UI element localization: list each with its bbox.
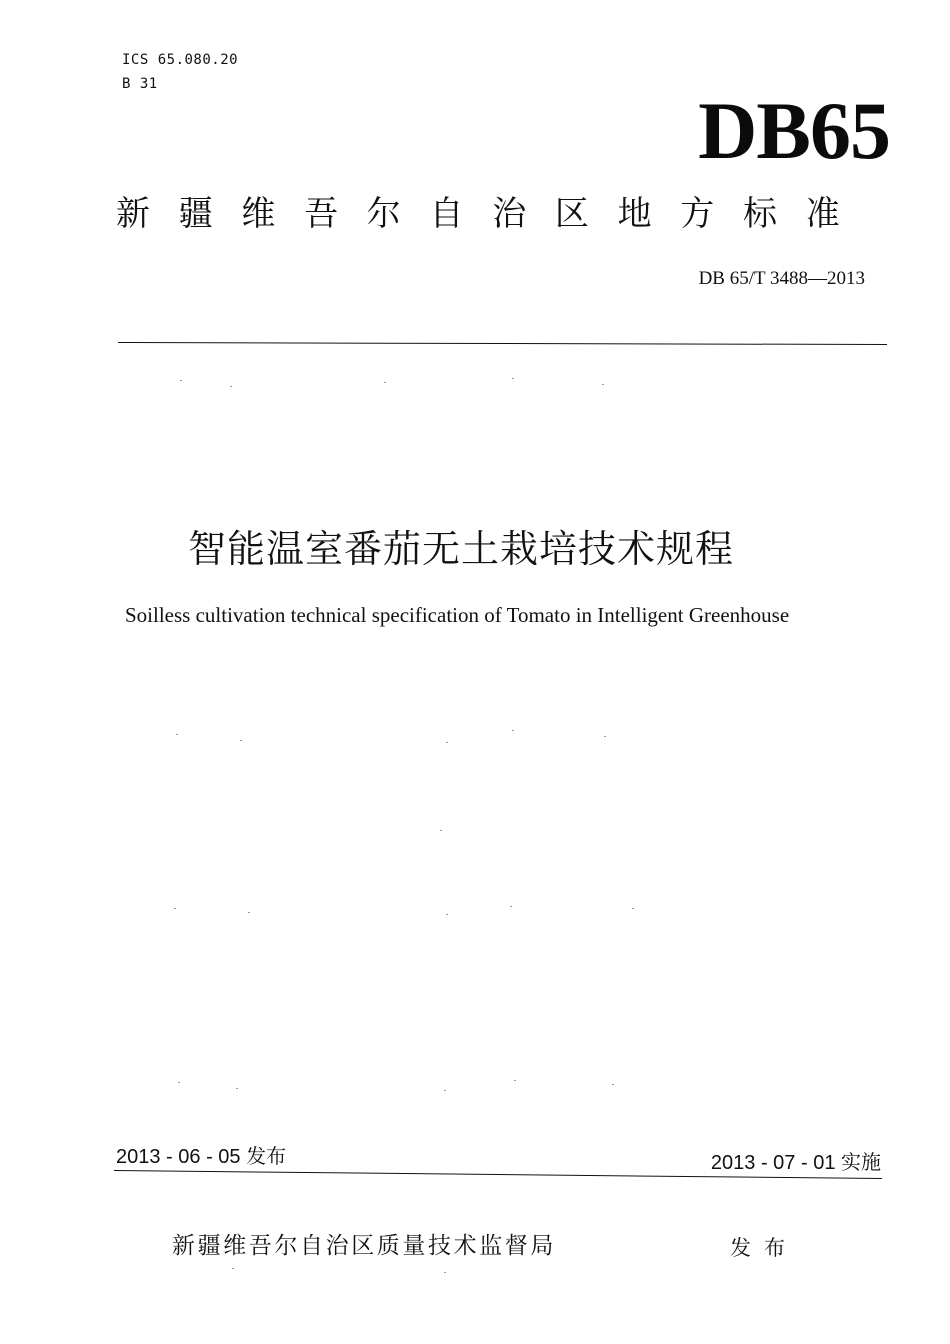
document-title-chinese: 智能温室番茄无土栽培技术规程	[188, 527, 735, 571]
standard-type-heading: 新疆维吾尔自治区地方标准	[116, 194, 869, 234]
publish-label: 发布	[730, 1236, 798, 1260]
publisher-name: 新疆维吾尔自治区质量技术监督局	[172, 1233, 556, 1259]
ccs-code: B 31	[122, 76, 158, 92]
standard-logo: DB65	[698, 85, 890, 176]
document-title-english: Soilless cultivation technical specification of Tomato in Intelligent Greenhouse	[125, 603, 790, 627]
implementation-date: 2013 - 07 - 01 实施	[710, 1152, 881, 1174]
standard-number: DB 65/T 3488—2013	[698, 268, 865, 289]
ics-code: ICS 65.080.20	[122, 52, 239, 68]
issue-date: 2013 - 06 - 05 发布	[116, 1146, 287, 1168]
header-divider	[118, 342, 887, 345]
